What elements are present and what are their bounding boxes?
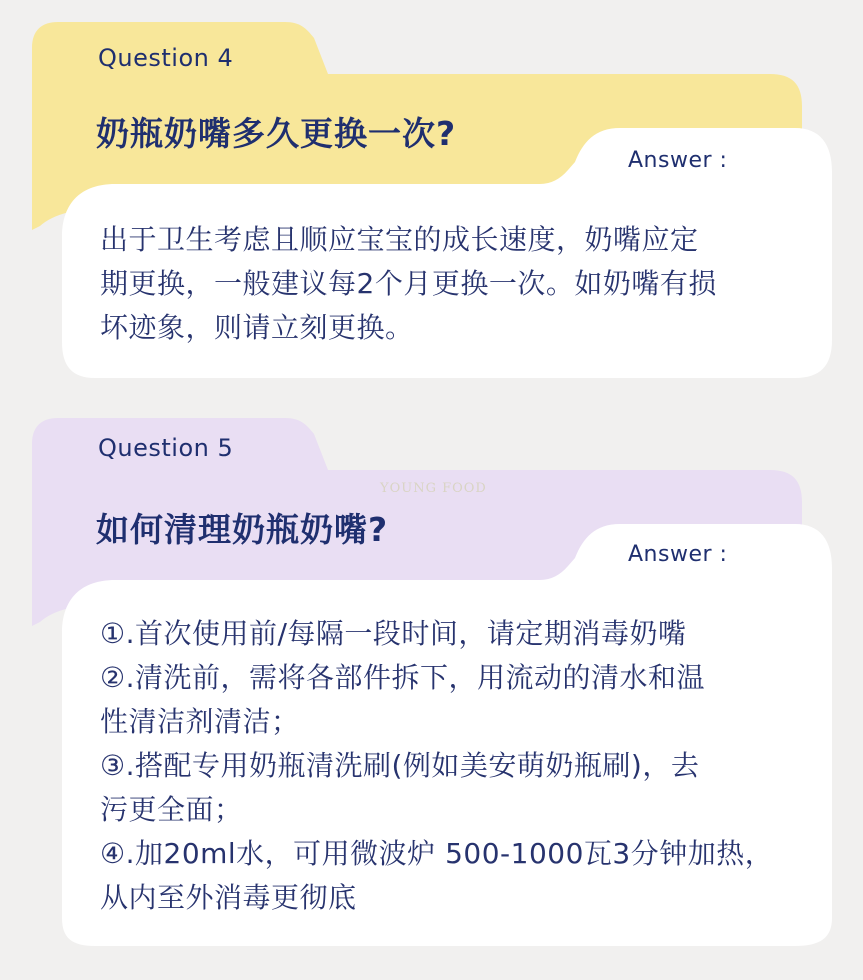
answer-line: 期更换，一般建议每2个月更换一次。如奶嘴有损 <box>100 267 717 300</box>
answer-line: ③.搭配专用奶瓶清洗刷(例如美安萌奶瓶刷)，去 <box>100 749 700 782</box>
answer-line: ②.清洗前，需将各部件拆下，用流动的清水和温 <box>100 661 706 694</box>
answer-text <box>100 612 773 920</box>
question-title: 如何清理奶瓶奶嘴? <box>96 510 389 549</box>
answer-text <box>100 218 717 350</box>
answer-line: 性清洁剂清洁； <box>100 705 300 738</box>
question-title: 奶瓶奶嘴多久更换一次? <box>96 114 457 153</box>
answer-line: 从内至外消毒更彻底 <box>100 881 357 914</box>
watermark: YOUNG FOOD <box>380 481 487 496</box>
question-label: Question 5 <box>98 434 234 462</box>
answer-label: Answer : <box>628 148 728 173</box>
answer-label: Answer : <box>628 542 728 567</box>
answer-line: 出于卫生考虑且顺应宝宝的成长速度，奶嘴应定 <box>100 223 699 256</box>
answer-line: 坏迹象，则请立刻更换。 <box>100 311 414 344</box>
question-label: Question 4 <box>98 44 234 72</box>
answer-line: ④.加20ml水，可用微波炉 500-1000瓦3分钟加热， <box>100 837 774 870</box>
answer-line: ①.首次使用前/每隔一段时间，请定期消毒奶嘴 <box>100 617 687 650</box>
answer-line: 污更全面； <box>100 793 243 826</box>
